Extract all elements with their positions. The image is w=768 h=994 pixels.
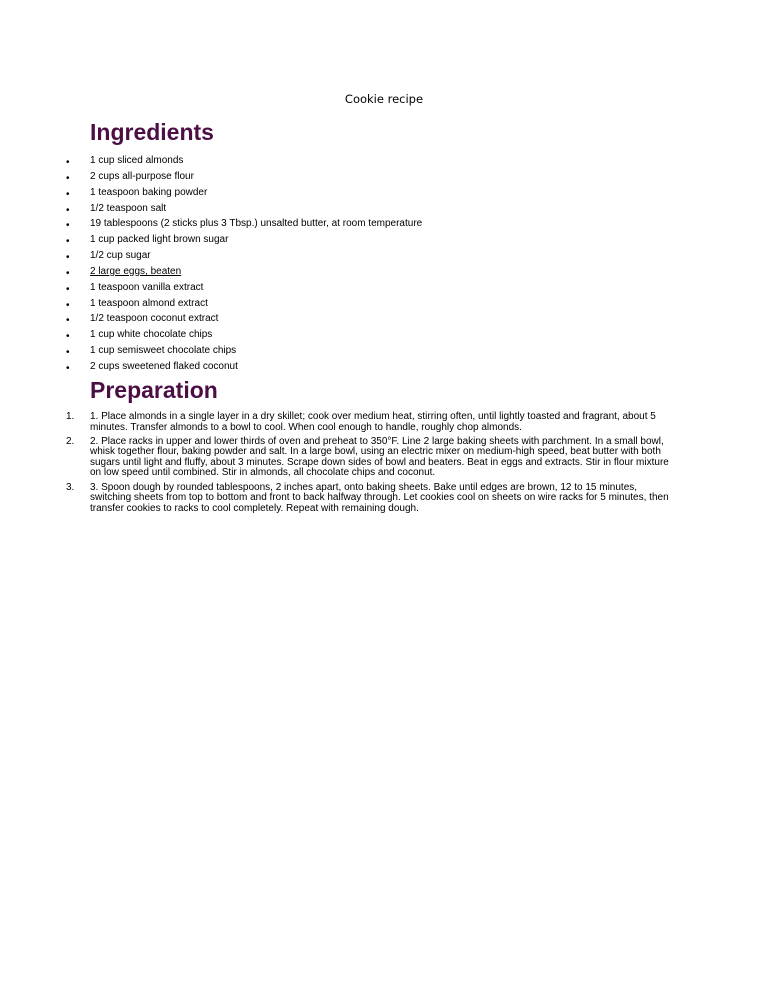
step-number: 2. xyxy=(66,435,75,447)
ingredient-text: 2 cups all-purpose flour xyxy=(90,170,194,182)
ingredient-text: 19 tablespoons (2 sticks plus 3 Tbsp.) unsalted butter, at room temperature xyxy=(90,218,423,230)
step-number: 3. xyxy=(66,481,75,493)
ingredient-text: 1 cup packed light brown sugar xyxy=(90,234,229,246)
preparation-steps xyxy=(0,412,768,518)
bullet-icon: • xyxy=(66,220,70,232)
bullet-icon: • xyxy=(66,347,70,359)
bullet-icon: • xyxy=(66,252,70,264)
list-item xyxy=(0,170,768,186)
ingredient-text: 1 cup sliced almonds xyxy=(90,155,184,166)
bullet-icon: • xyxy=(66,362,70,374)
step-text: 1. Place almonds in a single layer in a dry skillet; cook over medium heat, stirring often, until lightly toasted and fragrant, about 5 minutes. Transfer almonds to a bowl to cool. When cool enough to handle, roughly chop almonds. xyxy=(90,411,656,433)
bullet-icon: • xyxy=(66,267,70,279)
ingredient-text: 1/2 teaspoon coconut extract xyxy=(90,313,219,325)
ingredients-list xyxy=(0,154,768,376)
list-item xyxy=(0,249,768,265)
preparation-heading: Preparation xyxy=(90,377,218,403)
list-item xyxy=(0,344,768,360)
list-item xyxy=(0,297,768,313)
bullet-icon: • xyxy=(66,283,70,295)
bullet-icon: • xyxy=(66,315,70,327)
list-item xyxy=(0,360,768,376)
ingredient-text: 1 cup semisweet chocolate chips xyxy=(90,345,237,357)
bullet-icon: • xyxy=(66,299,70,311)
list-item xyxy=(0,154,768,170)
bullet-icon: • xyxy=(66,204,70,216)
list-item xyxy=(0,483,768,515)
bullet-icon: • xyxy=(66,157,70,168)
ingredient-text: 1 teaspoon vanilla extract xyxy=(90,281,204,293)
step-number: 1. xyxy=(66,411,75,422)
bullet-icon: • xyxy=(66,172,70,184)
list-item xyxy=(0,328,768,344)
list-item xyxy=(0,217,768,233)
list-item xyxy=(0,412,768,433)
step-text: 3. Spoon dough by rounded tablespoons, 2 inches apart, onto baking sheets. Bake until edges are brown, 12 to 15 minutes, switching sheets from top to bottom and front to back halfway through. Let cookies cool on sheets on wire racks for 5 minutes, then transfer cookies to racks to cool completely. Repeat with remaining dough. xyxy=(90,481,669,514)
list-item xyxy=(0,186,768,202)
list-item xyxy=(0,437,768,479)
bullet-icon: • xyxy=(66,188,70,200)
list-item xyxy=(0,202,768,218)
list-item xyxy=(0,312,768,328)
bullet-icon: • xyxy=(66,236,70,248)
list-item xyxy=(0,281,768,297)
ingredient-text: 1 cup white chocolate chips xyxy=(90,329,213,341)
step-text: 2. Place racks in upper and lower thirds of oven and preheat to 350°F. Line 2 large baking sheets with parchment. In a small bowl, whisk together flour, baking powder and salt. In a large bowl, using an electric mixer on medium-high speed, beat butter with both sugars until light and fluffy, about 3 minutes. Scrape down sides of bowl and beaters. Beat in eggs and extracts. Stir in flour mixture on low speed until combined. Stir in almonds, all chocolate chips and coconut. xyxy=(90,435,669,479)
ingredient-text: 2 cups sweetened flaked coconut xyxy=(90,360,238,372)
list-item xyxy=(0,265,768,281)
bullet-icon: • xyxy=(66,331,70,343)
ingredient-text: 1 teaspoon almond extract xyxy=(90,297,208,309)
document-title: Cookie recipe xyxy=(344,92,424,106)
ingredient-text: 2 large eggs, beaten xyxy=(90,265,182,277)
ingredient-text: 1/2 teaspoon salt xyxy=(90,202,167,214)
ingredient-text: 1 teaspoon baking powder xyxy=(90,186,208,198)
ingredient-text: 1/2 cup sugar xyxy=(90,250,151,262)
list-item xyxy=(0,233,768,249)
ingredients-heading: Ingredients xyxy=(90,119,214,145)
